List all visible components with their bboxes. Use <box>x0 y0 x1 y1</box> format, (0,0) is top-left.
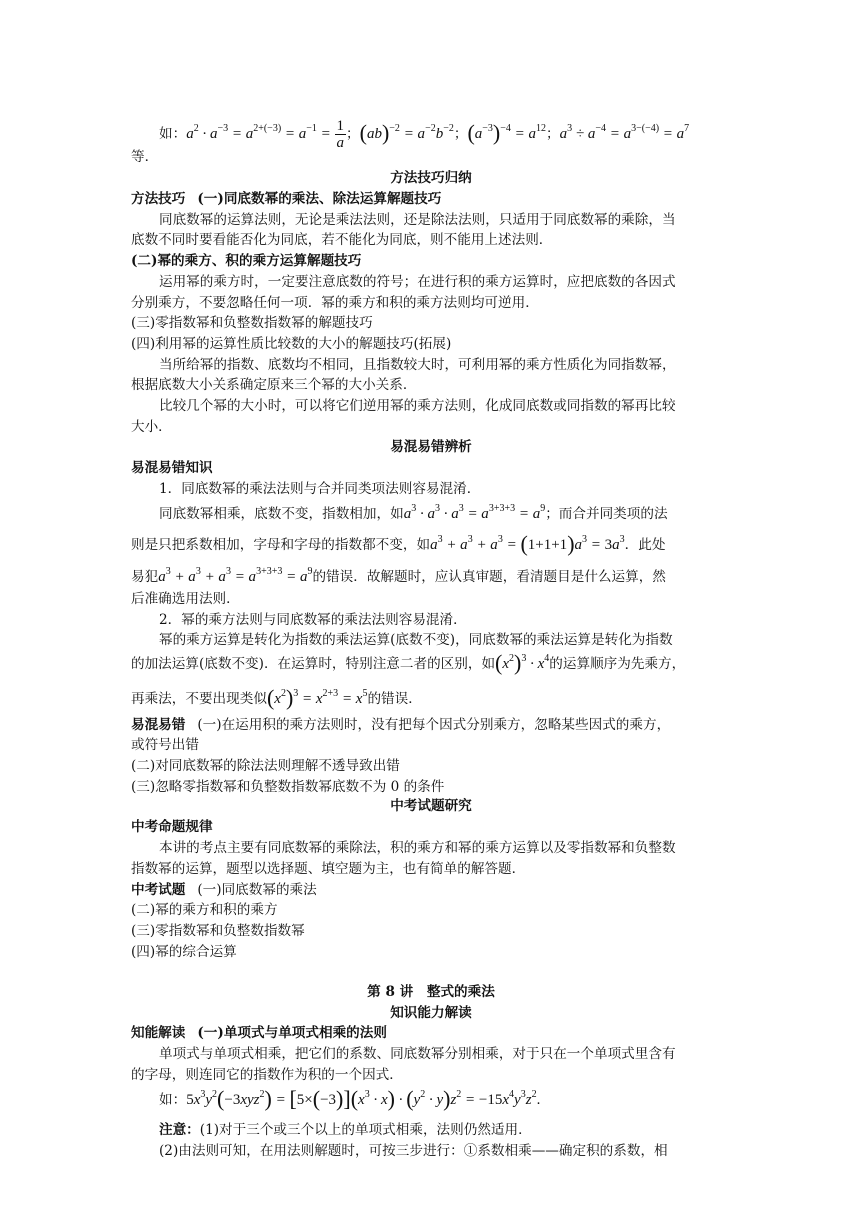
example-formulas: 如：$a^2 \cdot a^{-3} = a^{2+(-3)} = a^{-1}$ = $\frac{1}{a}$ ；$(ab)^{-2} = a^{-2}b^{-2}$；$(a^{-3})^{-4} = a^{12}$；$a^3 \div a^{-4} = a^{3-(-4)} = a^7$ <box>159 118 690 151</box>
lecture8-p1: 单项式与单项式相乘，把它们的系数、同底数幂分别相乘，对于只在一个单项式里含有 <box>159 1046 676 1062</box>
confusion-heading: 易混易错辨析 <box>390 439 472 455</box>
confusion-err1b: 或符号出错 <box>131 737 199 753</box>
lecture8-note1: 注意：(1)对于三个或三个以上的单项式相乘，法则仍然适用． <box>159 1122 532 1138</box>
confusion-t3: 易犯$a^3 + a^3 + a^3 = a^{3+3+3} = a^9$的错误．故解题时，应认真审题，看清题目是什么运算，然 <box>131 566 666 585</box>
exam-r2: 指数幂的运算，题型以选择题、填空题为主，也有简单的解答题． <box>131 861 526 877</box>
exam-r1: 本讲的考点主要有同底数幂的乘除法，积的乘方和幂的乘方运算以及零指数幂和负整数 <box>159 840 676 856</box>
exam-heading: 中考试题研究 <box>390 798 472 814</box>
confusion-t2: 则是只把系数相加，字母和字母的指数都不变，如$a^3 + a^3 + a^3 = (1+1+1)a^3 = 3a^3$．此处 <box>131 531 666 556</box>
methods-p4-line1: 比较几个幂的大小时，可以将它们逆用幂的乘方法则，化成同底数或同指数的幂再比较 <box>159 398 676 414</box>
methods-p1-line1: 同底数幂的运算法则，无论是乘法法则，还是除法法则，只适用于同底数幂的乘除，当 <box>159 212 676 228</box>
confusion-u2: 的加法运算(底数不变)．在运算时，特别注意二者的区别，如$(x^2)^3 \cdot x^4$的运算顺序为先乘方， <box>131 650 686 675</box>
confusion-item1: 1．同底数幂的乘法法则与合并同类项法则容易混淆． <box>159 481 481 497</box>
lecture8-title: 第 8 讲 整式的乘法 <box>367 984 495 1000</box>
example-tail: 等． <box>131 149 159 165</box>
methods-p3-line1: 当所给幂的指数、底数均不相同，且指数较大时，可利用幂的乘方性质化为同指数幂， <box>159 357 676 373</box>
lecture8-note2: (2)由法则可知，在用法则解题时，可按三步进行：①系数相乘——确定积的系数，相 <box>159 1143 668 1159</box>
confusion-u3: 再乘法，不要出现类似$(x^2)^3 = x^{2+3} = x^5$的错误． <box>131 685 422 710</box>
confusion-err2: (二)对同底数幂的除法法则理解不透导致出错 <box>131 758 400 774</box>
methods-sub1: 方法技巧 (一)同底数幂的乘法、除法运算解题技巧 <box>131 191 442 207</box>
exam-rule-label: 中考命题规律 <box>131 819 213 835</box>
methods-heading: 方法技巧归纳 <box>390 170 472 186</box>
methods-sub2: (二)幂的乘方、积的乘方运算解题技巧 <box>131 253 362 269</box>
methods-p2-line1: 运用幂的乘方时，一定要注意底数的符号；在进行积的乘方运算时，应把底数的各因式 <box>159 274 676 290</box>
confusion-t4: 后准确选用法则． <box>131 591 240 607</box>
exam-q4: (四)幂的综合运算 <box>131 944 237 960</box>
methods-sub3: (三)零指数幂和负整数指数幂的解题技巧 <box>131 315 373 331</box>
lecture8-subtitle: 知识能力解读 <box>390 1005 472 1021</box>
example-prefix: 如： <box>159 126 187 142</box>
confusion-item2: 2．幂的乘方法则与同底数幂的乘法法则容易混淆． <box>159 612 467 628</box>
confusion-knowledge-label: 易混易错知识 <box>131 460 213 476</box>
methods-p2-line2: 分别乘方，不要忽略任何一项．幂的乘方和积的乘方法则均可逆用． <box>131 295 539 311</box>
lecture8-sub1: 知能解读 (一)单项式与单项式相乘的法则 <box>131 1025 387 1041</box>
exam-q2: (二)幂的乘方和积的乘方 <box>131 902 278 918</box>
lecture8-p2: 的字母，则连同它的指数作为积的一个因式． <box>131 1067 403 1083</box>
confusion-t1: 同底数幂相乘，底数不变，指数相加，如$a^3 \cdot a^3 \cdot a^3 = a^{3+3+3} = a^9$；而合并同类项的法 <box>159 503 668 522</box>
methods-p3-line2: 根据底数大小关系确定原来三个幂的大小关系． <box>131 377 417 393</box>
methods-p4-line2: 大小． <box>131 419 172 435</box>
methods-sub4: (四)利用幂的运算性质比较数的大小的解题技巧(拓展) <box>131 336 452 352</box>
confusion-u1: 幂的乘方运算是转化为指数的乘法运算(底数不变)，同底数幂的乘法运算是转化为指数 <box>159 632 673 648</box>
methods-p1-line2: 底数不同时要看能否化为同底，若不能化为同底，则不能用上述法则． <box>131 232 553 248</box>
confusion-err3: (三)忽略零指数幂和负整数指数幂底数不为 0 的条件 <box>131 779 445 795</box>
exam-q3: (三)零指数幂和负整数指数幂 <box>131 923 305 939</box>
lecture8-example: 如：$5x^3y^2(-3xyz^2) = [5\times(-3)](x^3 \cdot x) \cdot (y^2 \cdot y)z^2 = -15x^4y^3z^2$. <box>159 1086 541 1111</box>
exam-q1: 中考试题 (一)同底数幂的乘法 <box>131 882 317 898</box>
confusion-err1: 易混易错 (一)在运用积的乘方法则时，没有把每个因式分别乘方，忽略某些因式的乘方， <box>131 717 671 733</box>
